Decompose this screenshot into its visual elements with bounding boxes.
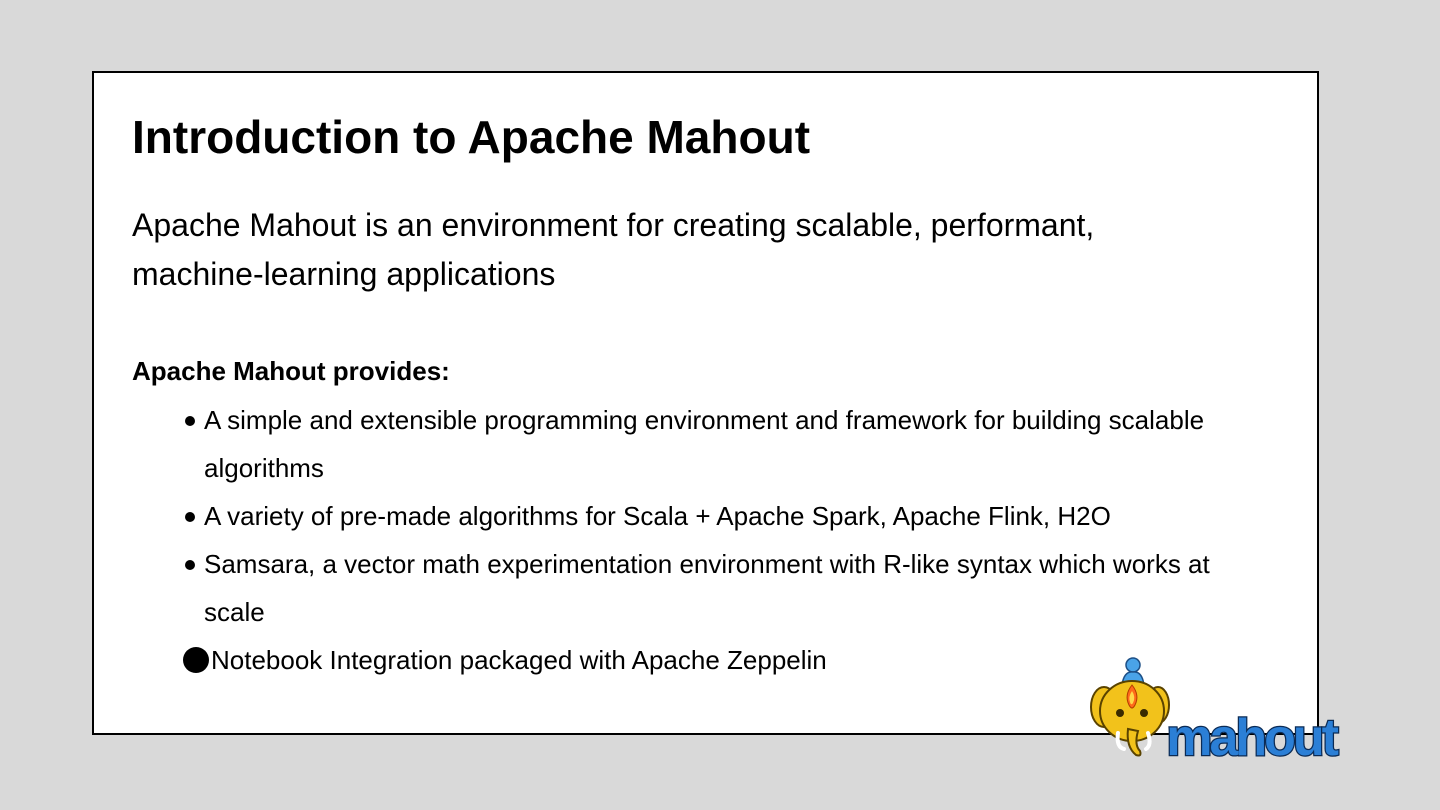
list-item-text: Samsara, a vector math experimentation environment with R-like syntax which works at scale <box>204 549 1210 627</box>
provides-heading: Apache Mahout provides: <box>132 356 450 386</box>
logo-text: mahout <box>1166 709 1336 767</box>
list-item <box>94 396 1214 492</box>
mahout-logo <box>1088 655 1340 767</box>
mahout-elephant-rider-icon <box>1088 655 1340 767</box>
slide <box>92 71 1319 735</box>
slide-title: Introduction to Apache Mahout <box>132 111 811 163</box>
list-item-text: Notebook Integration packaged with Apache Zeppelin <box>211 645 827 675</box>
feature-list <box>94 396 1214 684</box>
list-item-text: A simple and extensible programming environment and framework for building scalable algorithms <box>204 405 1205 483</box>
bullet-icon <box>185 416 195 426</box>
bullet-icon <box>183 647 209 673</box>
bullet-icon <box>185 560 195 570</box>
intro-paragraph: Apache Mahout is an environment for creating scalable, performant, machine-learning applications <box>132 207 1095 292</box>
list-item <box>94 540 1214 636</box>
bullet-icon <box>185 512 195 522</box>
list-item <box>94 492 1214 540</box>
list-item-text: A variety of pre-made algorithms for Scala + Apache Spark, Apache Flink, H2O <box>204 501 1111 531</box>
list-item <box>94 636 1214 684</box>
